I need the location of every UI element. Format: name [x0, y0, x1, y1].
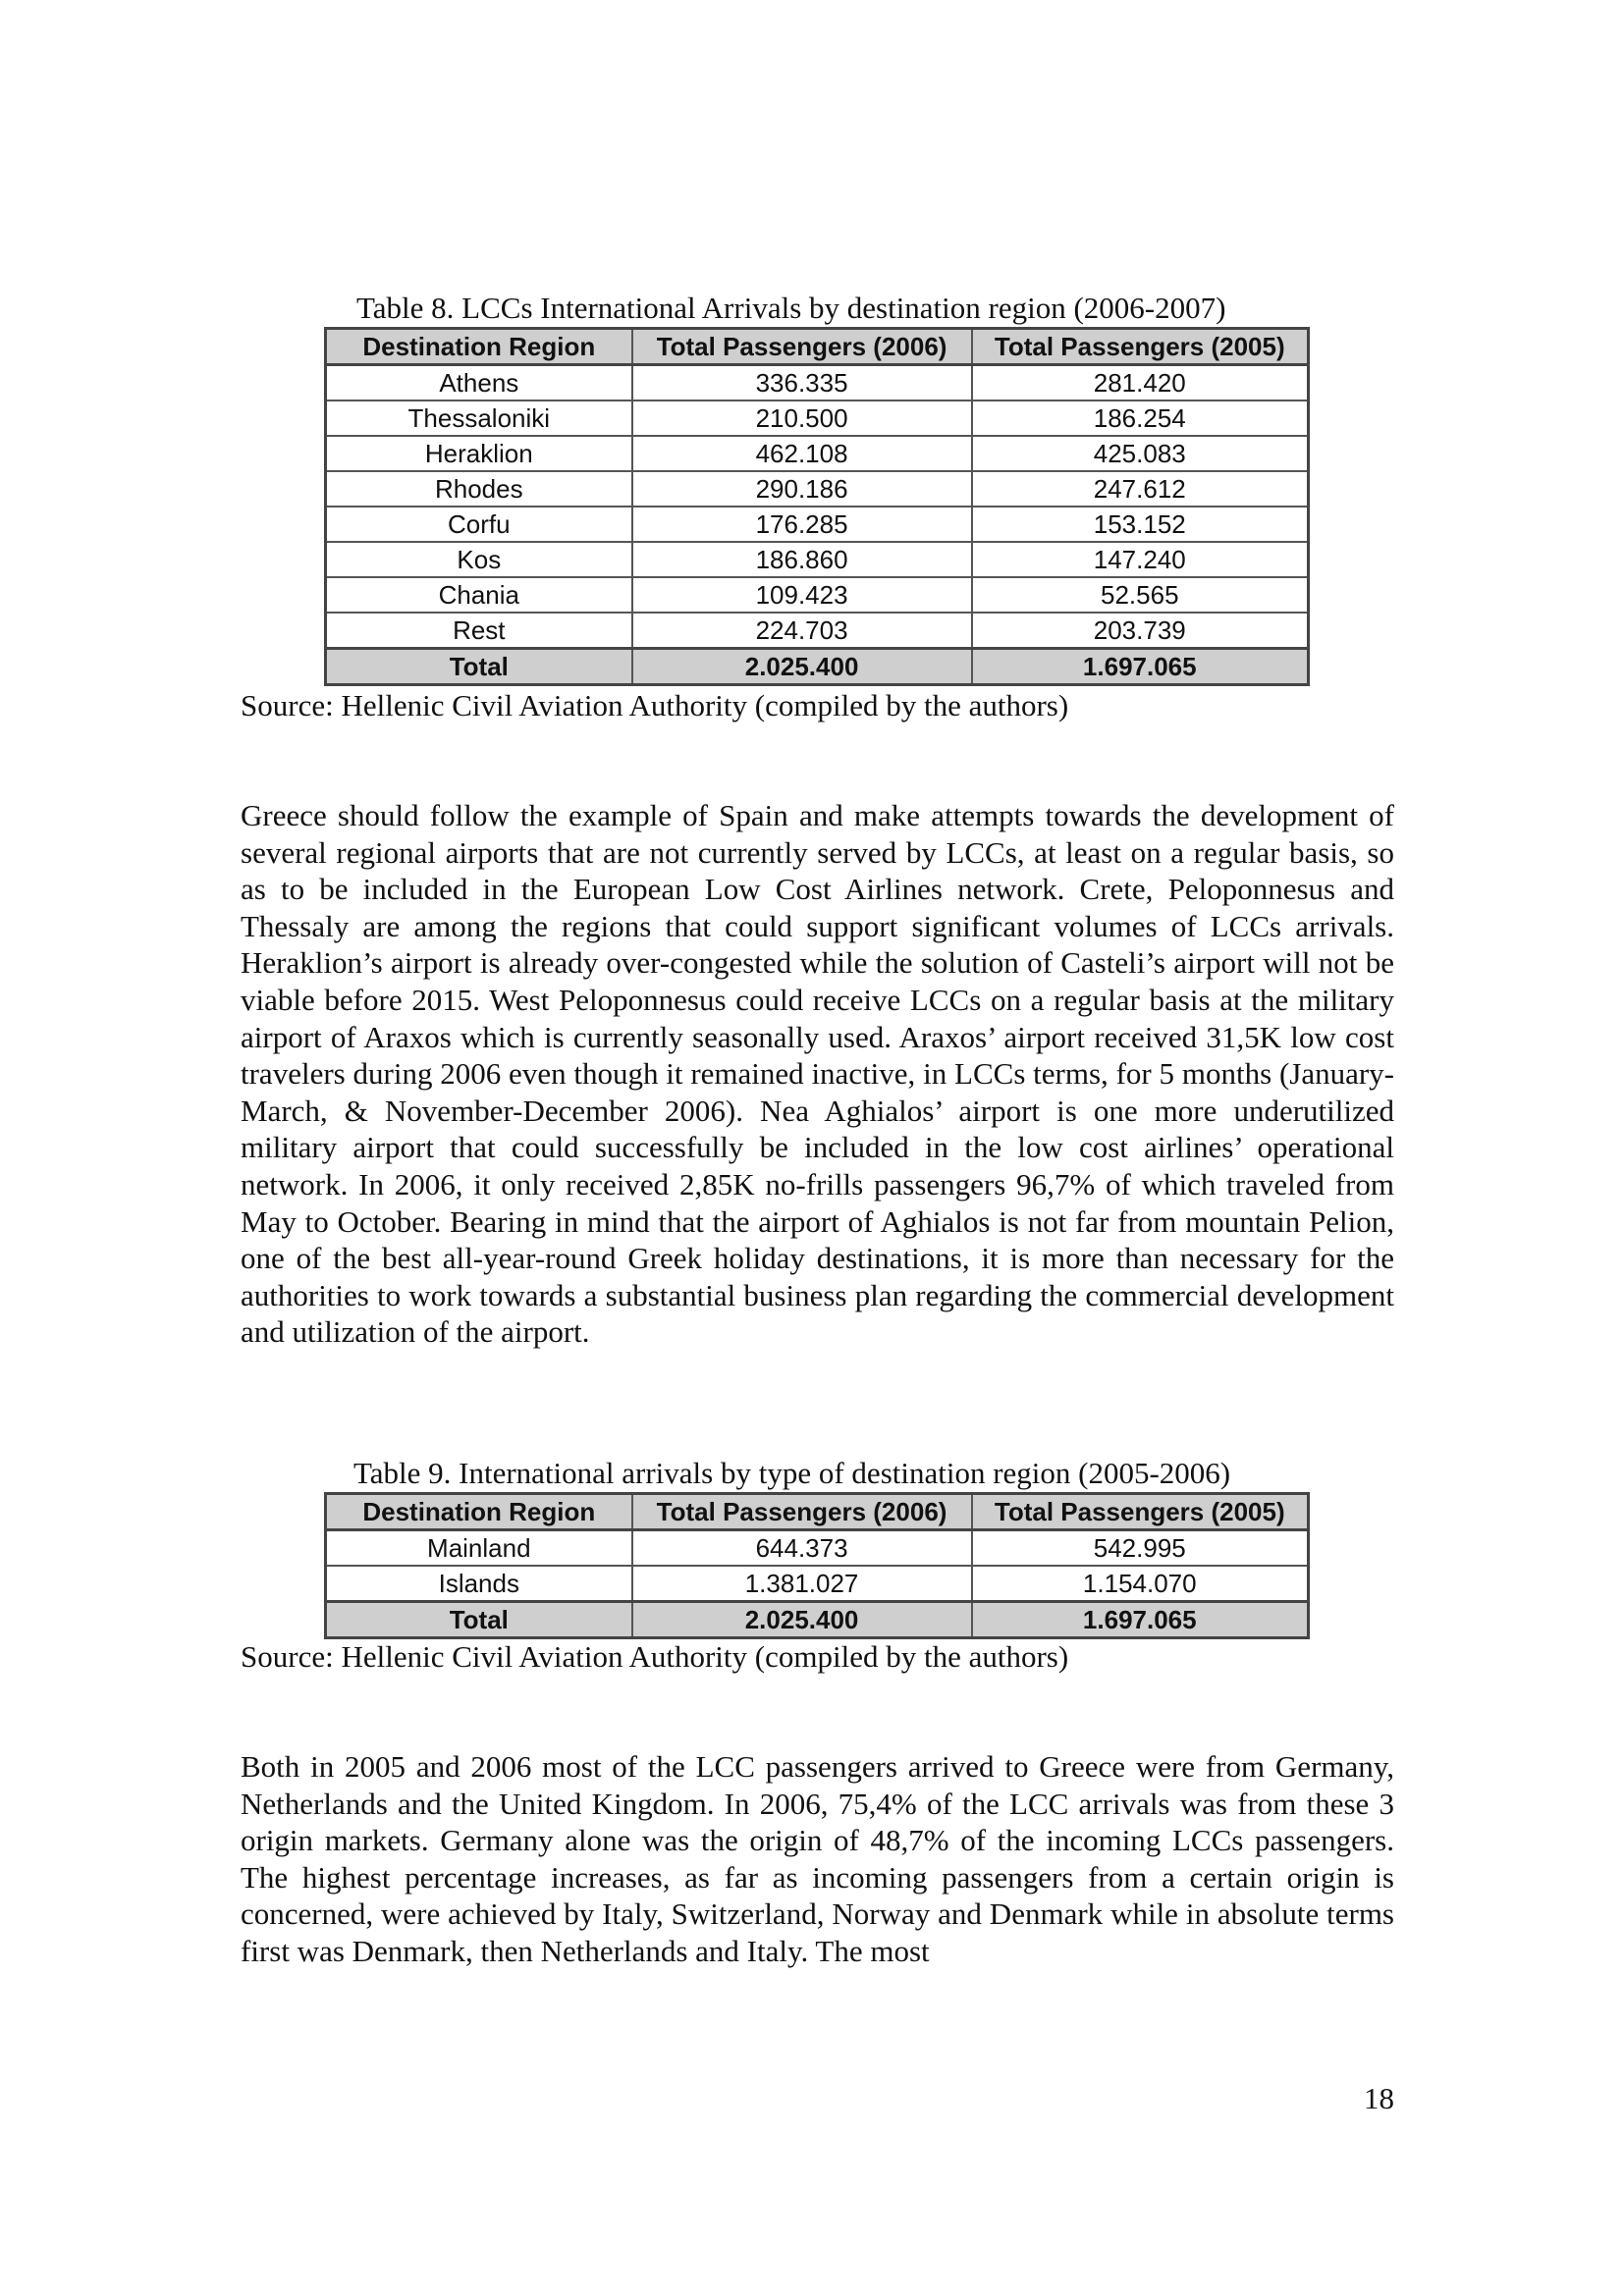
- table-cell: Mainland: [326, 1530, 632, 1567]
- table9: [324, 1492, 1310, 1639]
- table8-header-2006: Total Passengers (2006): [632, 329, 972, 365]
- table-row: [326, 542, 1309, 577]
- table8-source: Source: Hellenic Civil Aviation Authority (compiled by the authors): [241, 688, 1069, 722]
- body-paragraph-2: Both in 2005 and 2006 most of the LCC passengers arrived to Greece were from Germany, Netherlands and the United Kingdom. In 2006, 75,4% of the LCC arrivals was from these 3 origin markets. Germany alone was the origin of 48,7% of the incoming LCCs passengers. The highest percentage increases, as far as incoming passengers from a certain origin is concerned, were achieved by Italy, Switzerland, Norway and Denmark while in absolute terms first was Denmark, then Netherlands and Italy. The most: [241, 1749, 1394, 1968]
- table-cell: 153.152: [972, 507, 1309, 542]
- table-cell: Rest: [326, 613, 632, 649]
- table-cell: 336.335: [632, 365, 972, 401]
- table-row: [326, 507, 1309, 542]
- table-row: [326, 471, 1309, 507]
- table-cell: 425.083: [972, 436, 1309, 471]
- table-cell: 210.500: [632, 400, 972, 436]
- table-cell: 186.860: [632, 542, 972, 577]
- table-cell: Total: [326, 1602, 632, 1638]
- table-cell: Corfu: [326, 507, 632, 542]
- table-cell: Islands: [326, 1566, 632, 1602]
- table-cell: Athens: [326, 365, 632, 401]
- table-cell: 203.739: [972, 613, 1309, 649]
- table-cell: 224.703: [632, 613, 972, 649]
- table-row: [326, 577, 1309, 613]
- table-cell: Chania: [326, 577, 632, 613]
- table-cell: Heraklion: [326, 436, 632, 471]
- table-cell: 176.285: [632, 507, 972, 542]
- table8-header-2005: Total Passengers (2005): [972, 329, 1309, 365]
- table9-caption: Table 9. International arrivals by type of destination region (2005-2006): [353, 1456, 1231, 1490]
- table9-header-2005: Total Passengers (2005): [972, 1494, 1309, 1530]
- table-cell: 1.154.070: [972, 1566, 1309, 1602]
- table-row: [326, 1566, 1309, 1602]
- table-cell: Thessaloniki: [326, 400, 632, 436]
- table8-caption: Table 8. LCCs International Arrivals by destination region (2006-2007): [356, 291, 1226, 325]
- table-row: [326, 1530, 1309, 1567]
- table9-total-row: [326, 1602, 1309, 1638]
- table-cell: 1.381.027: [632, 1566, 972, 1602]
- table-cell: Rhodes: [326, 471, 632, 507]
- table-cell: Total: [326, 649, 632, 685]
- table8-header-destination: Destination Region: [326, 329, 632, 365]
- table-row: [326, 613, 1309, 649]
- table9-source: Source: Hellenic Civil Aviation Authority (compiled by the authors): [241, 1639, 1069, 1674]
- table-cell: 2.025.400: [632, 649, 972, 685]
- table-cell: Kos: [326, 542, 632, 577]
- table-cell: 462.108: [632, 436, 972, 471]
- body-paragraph-1: Greece should follow the example of Spain and make attempts towards the development of several regional airports that are not currently served by LCCs, at least on a regular basis, so as to be included in the European Low Cost Airlines network. Crete, Peloponnesus and Thessaly are among the regions that could support significant volumes of LCCs arrivals. Heraklion’s airport is already over-congested while the solution of Casteli’s airport will not be viable before 2015. West Peloponnesus could receive LCCs on a regular basis at the military airport of Araxos which is currently seasonally used. Araxos’ airport received 31,5K low cost travelers during 2006 even though it remained inactive, in LCCs terms, for 5 months (January-March, & November-December 2006). Nea Aghialos’ airport is one more underutilized military airport that could successfully be included in the low cost airlines’ operational network. In 2006, it only received 2,85K no-frills passengers 96,7% of which traveled from May to October. Bearing in mind that the airport of Aghialos is not far from mountain Pelion, one of the best all-year-round Greek holiday destinations, it is more than necessary for the authorities to work towards a substantial business plan regarding the commercial development and utilization of the airport.: [241, 798, 1394, 1350]
- table-cell: 1.697.065: [972, 649, 1309, 685]
- table-row: [326, 365, 1309, 401]
- table-cell: 109.423: [632, 577, 972, 613]
- table-cell: 147.240: [972, 542, 1309, 577]
- table-cell: 644.373: [632, 1530, 972, 1567]
- table8-header-row: [326, 329, 1309, 365]
- table-cell: 2.025.400: [632, 1602, 972, 1638]
- table9-header-2006: Total Passengers (2006): [632, 1494, 972, 1530]
- table-cell: 247.612: [972, 471, 1309, 507]
- table8: [324, 327, 1310, 686]
- table-row: [326, 400, 1309, 436]
- table-cell: 1.697.065: [972, 1602, 1309, 1638]
- table-cell: 542.995: [972, 1530, 1309, 1567]
- table-row: [326, 436, 1309, 471]
- table9-header-row: [326, 1494, 1309, 1530]
- table9-header-destination: Destination Region: [326, 1494, 632, 1530]
- table8-total-row: [326, 649, 1309, 685]
- table-cell: 290.186: [632, 471, 972, 507]
- page-number: 18: [1364, 2081, 1394, 2115]
- table-cell: 52.565: [972, 577, 1309, 613]
- table-cell: 186.254: [972, 400, 1309, 436]
- table-cell: 281.420: [972, 365, 1309, 401]
